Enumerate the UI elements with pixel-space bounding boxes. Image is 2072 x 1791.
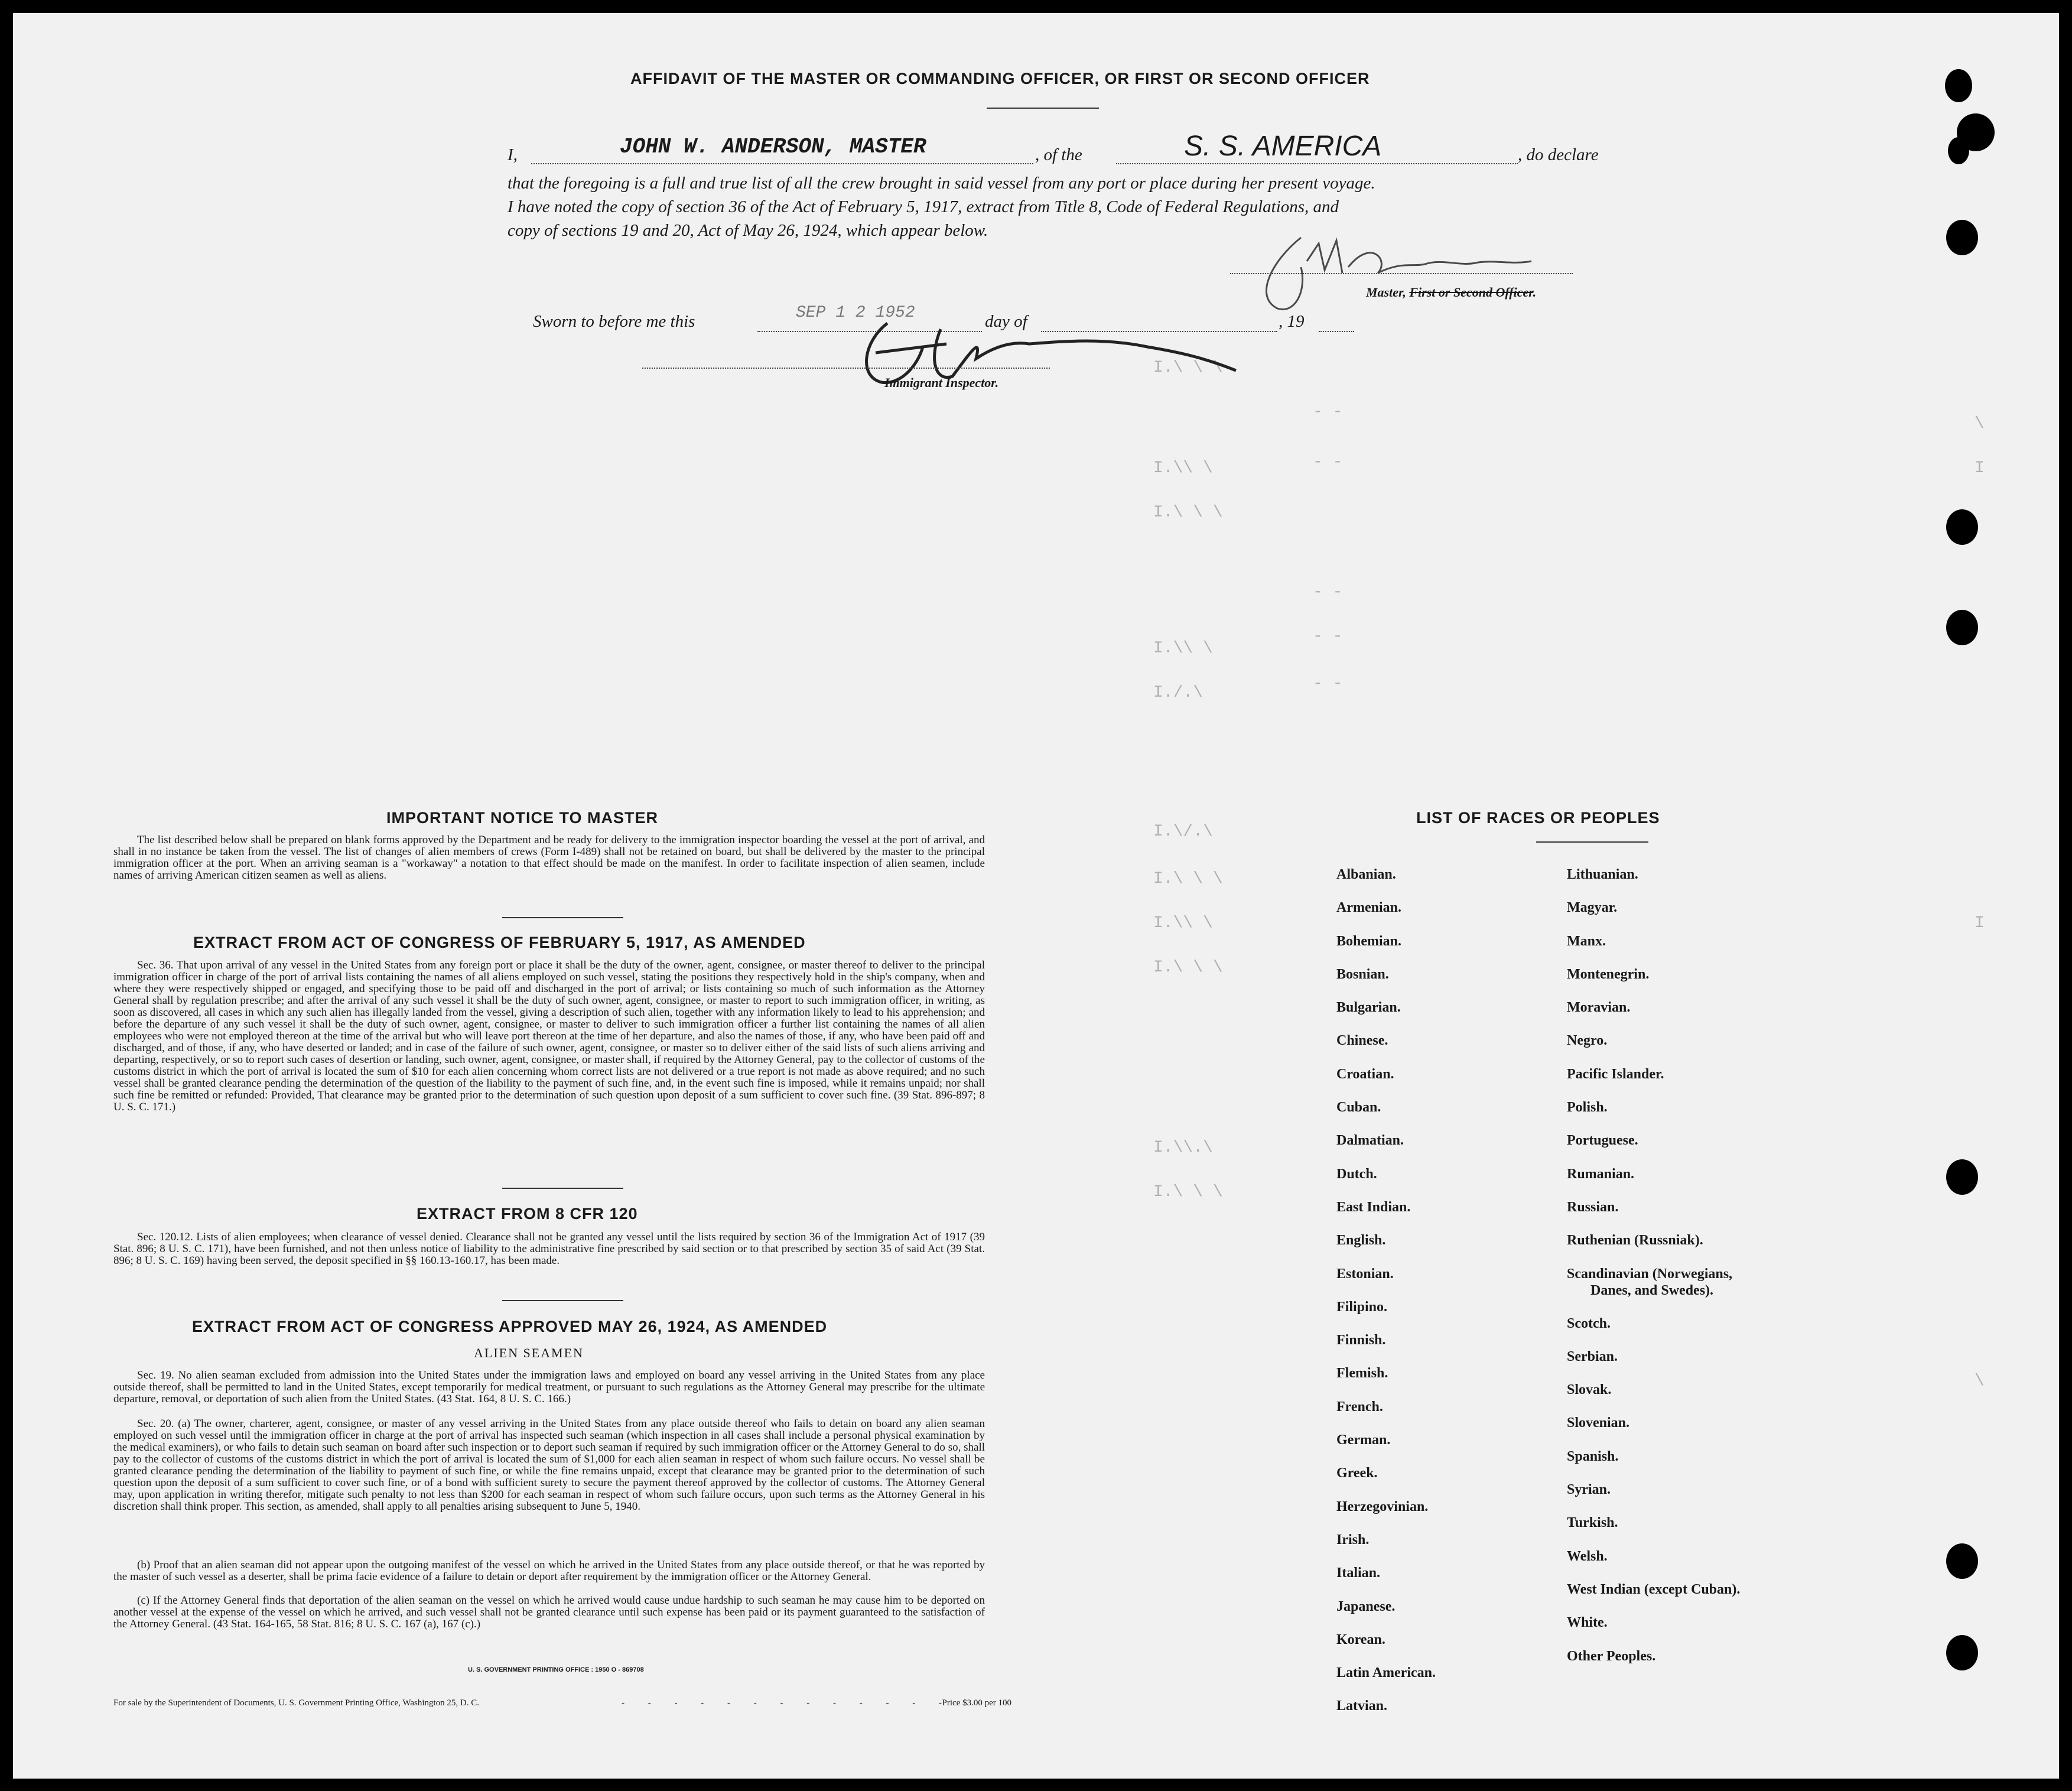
extract-1917-title: EXTRACT FROM ACT OF CONGRESS OF FEBRUARY 5, 1917, AS AMENDED xyxy=(193,934,806,951)
race-item: Bohemian. xyxy=(1336,933,1402,949)
punch-hole xyxy=(1946,1635,1978,1670)
bleed-through-marks: I.\ \ \ xyxy=(1153,870,1223,888)
inspector-caption: Immigrant Inspector. xyxy=(884,375,999,390)
race-item: Latin American. xyxy=(1336,1665,1436,1681)
signature-line xyxy=(1230,273,1573,274)
bleed-through-marks: - - xyxy=(1313,628,1343,646)
bleed-through-marks: I.\\.\ xyxy=(1153,1139,1213,1157)
bleed-through-marks: I.\ \ \ xyxy=(1153,1183,1223,1201)
race-item: Filipino. xyxy=(1336,1299,1388,1315)
race-item: Slovenian. xyxy=(1567,1415,1630,1431)
master-signature xyxy=(1236,226,1590,314)
caption-officer: First or Second Officer xyxy=(1409,285,1533,300)
race-item: Armenian. xyxy=(1336,900,1401,916)
race-item: Magyar. xyxy=(1567,900,1618,916)
race-item: Estonian. xyxy=(1336,1266,1394,1282)
race-item: Dalmatian. xyxy=(1336,1133,1404,1149)
race-item: Greek. xyxy=(1336,1465,1378,1481)
extract-1917-body: Sec. 36. That upon arrival of any vessel in the United States from any foreign port or place it shall be the duty of the owner, agent, consignee, or master thereof to deliver to the principal immigration officer in charge of the port of arrival lists containing the names of all aliens employed on such vessel, stating the positions they respectively hold in the ship's company, when and where they were respectively shipped or engaged, and specifying those to be paid off and discharged in the port of arrival; or lists containing so much of such information as the Attorney General shall by regulation prescribe; and after the arrival of any such vessel it shall be the duty of such owner, agent, consignee, or master to report to such immigration officer, in writing, as soon as discovered, all cases in which any such alien has illegally landed from the vessel, giving a description of such alien, together with any information likely to lead to his apprehension; and before the departure of any such vessel it shall be the duty of such owner, agent, consignee, or master to deliver to such immigration officer a further list containing the names of all alien employees who were not employed thereon at the time of the arrival but who will leave port thereon at the time of her departure, and also the names of those, if any, who have been paid off and discharged, and of those, if any, who have deserted or landed; and in case of the failure of such owner, agent, consignee, or master so to deliver either of the said lists of such aliens arriving and departing, respectively, or so to report such cases of desertion or landing, such owner, agent, consignee, or master shall, if required by the Attorney General, pay to the collector of customs of the customs district in which the port of arrival is located the sum of $10 for each alien concerning whom correct lists are not delivered or a true report is not made as above required; and no such vessel shall be granted clearance pending the determination of the question of the liability to the payment of such fine, and, in the event such fine is imposed, while it remains unpaid; nor shall such fine be remitted or refunded: Provided, That clearance may be granted prior to the determination of such question upon deposit of a sum sufficient to cover such fine. (39 Stat. 896-897; 8 U. S. C. 171.) xyxy=(113,959,985,1113)
prefix-i: I, xyxy=(508,145,518,164)
race-item: Chinese. xyxy=(1336,1033,1388,1049)
sale-footer: For sale by the Superintendent of Documents, U. S. Government Printing Office, Washington 25, D. C. - - - - - - - - - - - - - Price $3.00 per 100 xyxy=(113,1698,1011,1708)
gpo-imprint: U. S. GOVERNMENT PRINTING OFFICE : 1950 O - 869708 xyxy=(468,1666,644,1673)
race-item: Finnish. xyxy=(1336,1332,1386,1348)
date-stamp: SEP 1 2 1952 xyxy=(796,304,915,322)
day-of-label: day of xyxy=(985,312,1027,331)
race-item: Albanian. xyxy=(1336,867,1396,882)
punch-hole xyxy=(1946,1159,1978,1195)
affidavit-title: AFFIDAVIT OF THE MASTER OR COMMANDING OFFICER, OR FIRST OR SECOND OFFICER xyxy=(630,70,1370,87)
bleed-through-marks: I.\\ \ xyxy=(1153,639,1213,658)
race-item: Italian. xyxy=(1336,1565,1381,1581)
race-item: Japanese. xyxy=(1336,1598,1396,1614)
divider xyxy=(502,1300,623,1301)
race-item: Serbian. xyxy=(1567,1348,1618,1364)
race-item: Montenegrin. xyxy=(1567,966,1650,982)
race-item: Flemish. xyxy=(1336,1366,1388,1382)
bleed-through-marks: I xyxy=(1975,914,1985,932)
extract-1924-sec20c: (c) If the Attorney General finds that deportation of the alien seaman on the vessel on which he arrived would cause undue hardship to such seaman he may cause him to be deported on another vessel at the expense of the vessel on which he arrived, and such vessel shall not be granted clearance until such expense has been paid or its payment guaranteed to the satisfaction of the Attorney General. (43 Stat. 164-165, 58 Stat. 816; 8 U. S. C. 167 (a), 167 (c).) xyxy=(113,1594,985,1630)
extract-cfr-title: EXTRACT FROM 8 CFR 120 xyxy=(417,1205,638,1223)
punch-hole xyxy=(1945,69,1972,102)
divider xyxy=(987,108,1099,109)
bleed-through-marks: - - xyxy=(1313,583,1343,602)
inspector-line xyxy=(642,368,1050,369)
race-item: Ruthenian (Russniak). xyxy=(1567,1233,1703,1249)
vessel-name: S. S. AMERICA xyxy=(1184,131,1382,162)
extract-1924-subtitle: ALIEN SEAMEN xyxy=(474,1345,584,1360)
race-item: Portuguese. xyxy=(1567,1133,1638,1149)
race-item: Slovak. xyxy=(1567,1382,1612,1398)
race-item: Syrian. xyxy=(1567,1482,1611,1498)
extract-1924-title: EXTRACT FROM ACT OF CONGRESS APPROVED MAY 26, 1924, AS AMENDED xyxy=(192,1318,828,1335)
bleed-through-marks: - - xyxy=(1313,453,1343,472)
bleed-through-marks: I.\/.\ xyxy=(1153,823,1213,841)
race-item: Spanish. xyxy=(1567,1448,1619,1464)
race-item: Welsh. xyxy=(1567,1548,1608,1564)
declaration-line-2: that the foregoing is a full and true list of all the crew brought in said vessel from any port or place during her present voyage. xyxy=(508,174,1375,193)
race-item-continuation: Danes, and Swedes). xyxy=(1590,1282,1714,1298)
race-item: English. xyxy=(1336,1233,1386,1249)
of-the-label: , of the xyxy=(1035,145,1082,164)
bleed-through-marks: I.\\ \ xyxy=(1153,459,1213,477)
bleed-through-marks: I.\ \ \ xyxy=(1153,958,1223,977)
race-item: Polish. xyxy=(1567,1100,1608,1116)
sworn-text: Sworn to before me this xyxy=(533,312,695,331)
year-prefix: , 19 xyxy=(1279,312,1305,331)
race-item: Scotch. xyxy=(1567,1315,1611,1331)
bleed-through-marks: - - xyxy=(1313,403,1343,421)
extract-1924-sec20a: Sec. 20. (a) The owner, charterer, agent, consignee, or master of any vessel arriving in the United States from any place outside thereof who fails to detain on board any alien seaman employed on such vessel until the immigration officer in charge at the port of arrival has inspected such seaman (which inspection in all cases shall include a personal physical examination by the medical examiners), or who fails to detain such seaman on board after such inspection or to deport such seaman if required by such immigration officer or the Attorney General to do so, shall pay to the collector of customs of the customs district in which the port of arrival is located the sum of $1,000 for each alien seaman in respect of whom such failure occurs. No vessel shall be granted clearance pending the determination of the liability to payment of such fine, or while the fine remains unpaid, except that clearance may be granted prior to the determination of such question upon the deposit of a sum sufficient to cover such fine, or of a bond with sufficient surety to secure the payment thereof approved by the collector of customs. The Attorney General may, upon application in writing therefor, mitigate such penalty to not less than $200 for each seaman in respect of whom such failure occurs, upon such terms as the Attorney General in his discretion shall think proper. This section, as amended, shall apply to all penalties arising subsequent to June 5, 1940. xyxy=(113,1418,985,1513)
year-field xyxy=(1319,306,1354,332)
bleed-through-marks: I./.\ xyxy=(1153,684,1203,702)
caption-master: Master, xyxy=(1366,285,1406,300)
bleed-through-marks: I xyxy=(1975,459,1985,477)
race-item: French. xyxy=(1336,1399,1383,1415)
race-item: East Indian. xyxy=(1336,1199,1411,1215)
punch-hole xyxy=(1948,137,1969,164)
extract-1924-sec19: Sec. 19. No alien seaman excluded from admission into the United States under the immigration laws and employed on board any vessel arriving in the United States from any place outside thereof, shall be permitted to land in the United States, except temporarily for medical treatment, or pursuant to such regulations as the Attorney General may prescribe for the ultimate departure, removal, or deportation of such alien from the United States. (43 Stat. 164, 8 U. S. C. 166.) xyxy=(113,1369,985,1405)
punch-hole xyxy=(1946,1543,1978,1579)
divider xyxy=(1536,841,1648,843)
race-item: Dutch. xyxy=(1336,1166,1377,1182)
race-item: German. xyxy=(1336,1432,1391,1448)
race-item: Herzegovinian. xyxy=(1336,1499,1429,1514)
race-item: Latvian. xyxy=(1336,1698,1388,1714)
signature-caption: Master, First or Second Officer. xyxy=(1366,285,1537,300)
extract-1924-sec20b: (b) Proof that an alien seaman did not appear upon the outgoing manifest of the vessel on which he arrived in the United States from any place outside thereof, or that he was reported by the master of such vessel as a deserter, shall be prima facie evidence of a failure to detain or deport after requirement by the immigration officer or the Attorney General. xyxy=(113,1559,985,1583)
race-item: White. xyxy=(1567,1615,1608,1631)
bleed-through-marks: I.\\ \ xyxy=(1153,914,1213,932)
master-name: JOHN W. ANDERSON, MASTER xyxy=(620,135,926,159)
bleed-through-marks: \ xyxy=(1975,415,1985,433)
race-item: Croatian. xyxy=(1336,1066,1394,1082)
do-declare-label: , do declare xyxy=(1518,145,1599,164)
race-item: Russian. xyxy=(1567,1199,1619,1215)
divider xyxy=(502,1188,623,1189)
punch-hole xyxy=(1946,220,1978,255)
races-title: LIST OF RACES OR PEOPLES xyxy=(1416,809,1660,827)
declaration-line-4: copy of sections 19 and 20, Act of May 26, 1924, which appear below. xyxy=(508,221,988,240)
race-item: Negro. xyxy=(1567,1033,1608,1049)
notice-body: The list described below shall be prepared on blank forms approved by the Department and be ready for delivery to the immigration inspector boarding the vessel at the port of arrival, and shall in no instance be taken from the vessel. The list of changes of alien members of crews (Form I-489) shall not be retained on board, but shall be delivered by the master to the principal immigration officer at the port. When an arriving seaman is a "workaway" a notation to that effect should be made on the manifest. In order to facilitate inspection of alien seamen, include names of arriving American citizen seamen as well as aliens. xyxy=(113,834,985,882)
document-page xyxy=(13,13,2059,1779)
races-column-2 xyxy=(1567,858,1740,1673)
race-item: Bulgarian. xyxy=(1336,1000,1401,1016)
race-item: Manx. xyxy=(1567,933,1606,949)
bleed-through-marks: \ xyxy=(1975,1372,1985,1390)
race-item: Bosnian. xyxy=(1336,966,1389,982)
punch-hole xyxy=(1946,509,1978,545)
race-item: Irish. xyxy=(1336,1532,1370,1548)
race-item: Rumanian. xyxy=(1567,1166,1635,1182)
bleed-through-marks: I.\ \ \ xyxy=(1153,359,1223,377)
race-item: Cuban. xyxy=(1336,1100,1381,1116)
race-item: Pacific Islander. xyxy=(1567,1066,1664,1082)
race-item: Other Peoples. xyxy=(1567,1648,1656,1664)
race-item: West Indian (except Cuban). xyxy=(1567,1581,1741,1597)
bleed-through-marks: I.\ \ \ xyxy=(1153,503,1223,522)
master-name-field xyxy=(531,135,1033,164)
bleed-through-marks: - - xyxy=(1313,675,1343,693)
notice-title: IMPORTANT NOTICE TO MASTER xyxy=(386,809,658,827)
price-text: Price $3.00 per 100 xyxy=(942,1698,1011,1708)
declaration-line-1 xyxy=(508,131,1618,165)
race-item: Korean. xyxy=(1336,1631,1385,1647)
sale-text: For sale by the Superintendent of Documents, U. S. Government Printing Office, Washington 25, D. C. xyxy=(113,1698,479,1708)
race-item: Moravian. xyxy=(1567,1000,1631,1016)
race-item: Turkish. xyxy=(1567,1515,1618,1531)
races-column-1 xyxy=(1336,858,1436,1723)
vessel-name-field xyxy=(1116,131,1518,164)
punch-hole xyxy=(1946,610,1978,645)
race-item: Scandinavian (Norwegians, Danes, and Swedes). xyxy=(1567,1257,1740,1307)
declaration-line-3: I have noted the copy of section 36 of the Act of February 5, 1917, extract from Title 8, Code of Federal Regulations, and xyxy=(508,197,1339,216)
race-item: Lithuanian. xyxy=(1567,867,1638,882)
divider xyxy=(502,917,623,918)
extract-cfr-body: Sec. 120.12. Lists of alien employees; when clearance of vessel denied. Clearance shall not be granted any vessel until the lists required by section 36 of the Immigration Act of 1917 (39 Stat. 896; 8 U. S. C. 171), have been furnished, and not then unless notice of liability to the administrative fine prescribed by said section or to that prescribed by section 35 of said Act (39 Stat. 896; 8 U. S. C. 169) having been served, the deposit specified in §§ 160.13-160.17, has been made. xyxy=(113,1231,985,1267)
